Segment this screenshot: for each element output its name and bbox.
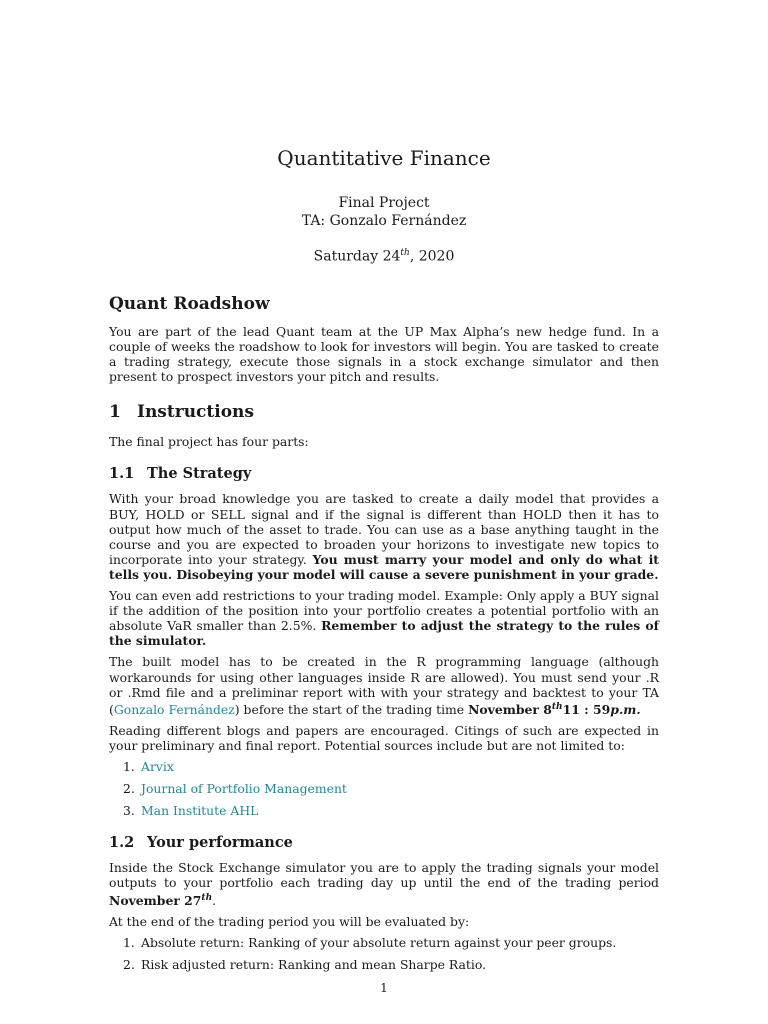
deadline-date: November 8 <box>468 701 552 717</box>
deadline-time: 11 : 59 <box>562 701 611 717</box>
date-main: Saturday 24 <box>313 248 401 265</box>
sources-list <box>109 759 659 818</box>
list-item <box>109 759 659 774</box>
roadshow-heading: Quant Roadshow <box>109 294 270 314</box>
criterion-text: Risk adjusted return: Ranking and mean Sharpe Ratio. <box>141 956 487 972</box>
strategy-paragraph-3 <box>109 654 659 717</box>
document-date <box>0 248 768 265</box>
list-marker: 2. <box>123 956 135 972</box>
document-ta: TA: Gonzalo Fernández <box>301 213 467 229</box>
source-link-arvix[interactable]: Arvix <box>141 759 174 775</box>
criteria-list <box>109 935 659 972</box>
performance-paragraph-1 <box>109 860 659 907</box>
performance-heading <box>109 834 659 852</box>
deadline-pm: p.m. <box>610 701 641 717</box>
strategy-p2-text: You can even add restrictions to your trading model. Example: Only apply a BUY signal if the addition of the position into your portfolio creates a potential portfolio with an absolute VaR smaller than 2.5%. <box>109 588 659 634</box>
instructions-intro: The final project has four parts: <box>109 434 309 450</box>
strategy-p2-bold: Remember to adjust the strategy to the rules of the simulator. <box>109 618 659 649</box>
subsection-title: The Strategy <box>147 465 252 483</box>
document-subtitle: Final Project <box>338 195 430 211</box>
performance-paragraph-2: At the end of the trading period you will be evaluated by: <box>109 913 470 929</box>
section-number: 1 <box>109 402 121 423</box>
source-link-man-ahl[interactable]: Man Institute AHL <box>141 803 259 819</box>
list-marker: 1. <box>123 759 135 775</box>
period: . <box>212 892 217 908</box>
strategy-p3-text-b: ) before the start of the trading time <box>234 701 465 717</box>
roadshow-paragraph: You are part of the lead Quant team at the UP Max Alpha’s new hedge fund. In a couple of weeks the roadshow to look for investors will begin. You are tasked to create a trading strategy, execute those signals in a stock exchange simulator and then present to prospect investors your pitch and results. <box>109 324 659 385</box>
subsection-number: 1.1 <box>109 465 135 483</box>
subsection-number: 1.2 <box>109 834 135 852</box>
document-title: Quantitative Finance <box>277 146 491 170</box>
strategy-paragraph-2 <box>109 588 659 648</box>
subsection-title: Your performance <box>147 834 293 852</box>
strategy-p1-bold: You must marry your model and only do what it tells you. Disobeying your model will cause a severe punishment in your grade. <box>109 551 659 582</box>
strategy-paragraph-4: Reading different blogs and papers are encouraged. Citings of such are expected in your preliminary and final report. Potential sources include but are not limited to: <box>109 722 659 753</box>
strategy-paragraph-1 <box>109 491 659 582</box>
list-item <box>109 803 659 818</box>
end-date-sup: th <box>201 892 213 903</box>
list-marker: 3. <box>123 803 135 819</box>
list-item <box>109 781 659 796</box>
deadline-sup: th <box>551 701 563 712</box>
list-marker: 2. <box>123 781 135 797</box>
strategy-p3-text: The built model has to be created in the R programming language (although workarounds for using other languages inside R are allowed). You must send your .R or .Rmd file and a preliminar report with with your strategy and backtest to your TA ( <box>109 654 659 717</box>
list-marker: 1. <box>123 934 135 950</box>
performance-p1-text: Inside the Stock Exchange simulator you are to apply the trading signals your model outputs to your portfolio each trading day up until the end of the trading period <box>109 860 659 891</box>
deadline <box>468 702 641 717</box>
date-year: , 2020 <box>409 248 455 265</box>
section-title: Instructions <box>137 402 254 423</box>
list-item <box>109 935 659 950</box>
page-number: 1 <box>380 981 388 995</box>
end-date <box>109 893 212 908</box>
strategy-p1-text: With your broad knowledge you are tasked to create a daily model that provides a BUY, HOLD or SELL signal and if the signal is different than HOLD then it has to output how much of the asset to trade. You can use as a base anything taught in the course and you are expected to broaden your horizons to investigate new topics to incorporate into your strategy. <box>109 491 659 567</box>
criterion-text: Absolute return: Ranking of your absolute return against your peer groups. <box>141 934 617 950</box>
ta-email-link[interactable]: Gonzalo Fernández <box>113 701 235 717</box>
date-sup: th <box>400 248 410 258</box>
instructions-heading <box>109 402 659 422</box>
strategy-heading <box>109 465 659 483</box>
document-body <box>109 294 659 979</box>
list-item <box>109 957 659 972</box>
source-link-jpm[interactable]: Journal of Portfolio Management <box>141 781 347 797</box>
end-date-text: November 27 <box>109 892 202 908</box>
